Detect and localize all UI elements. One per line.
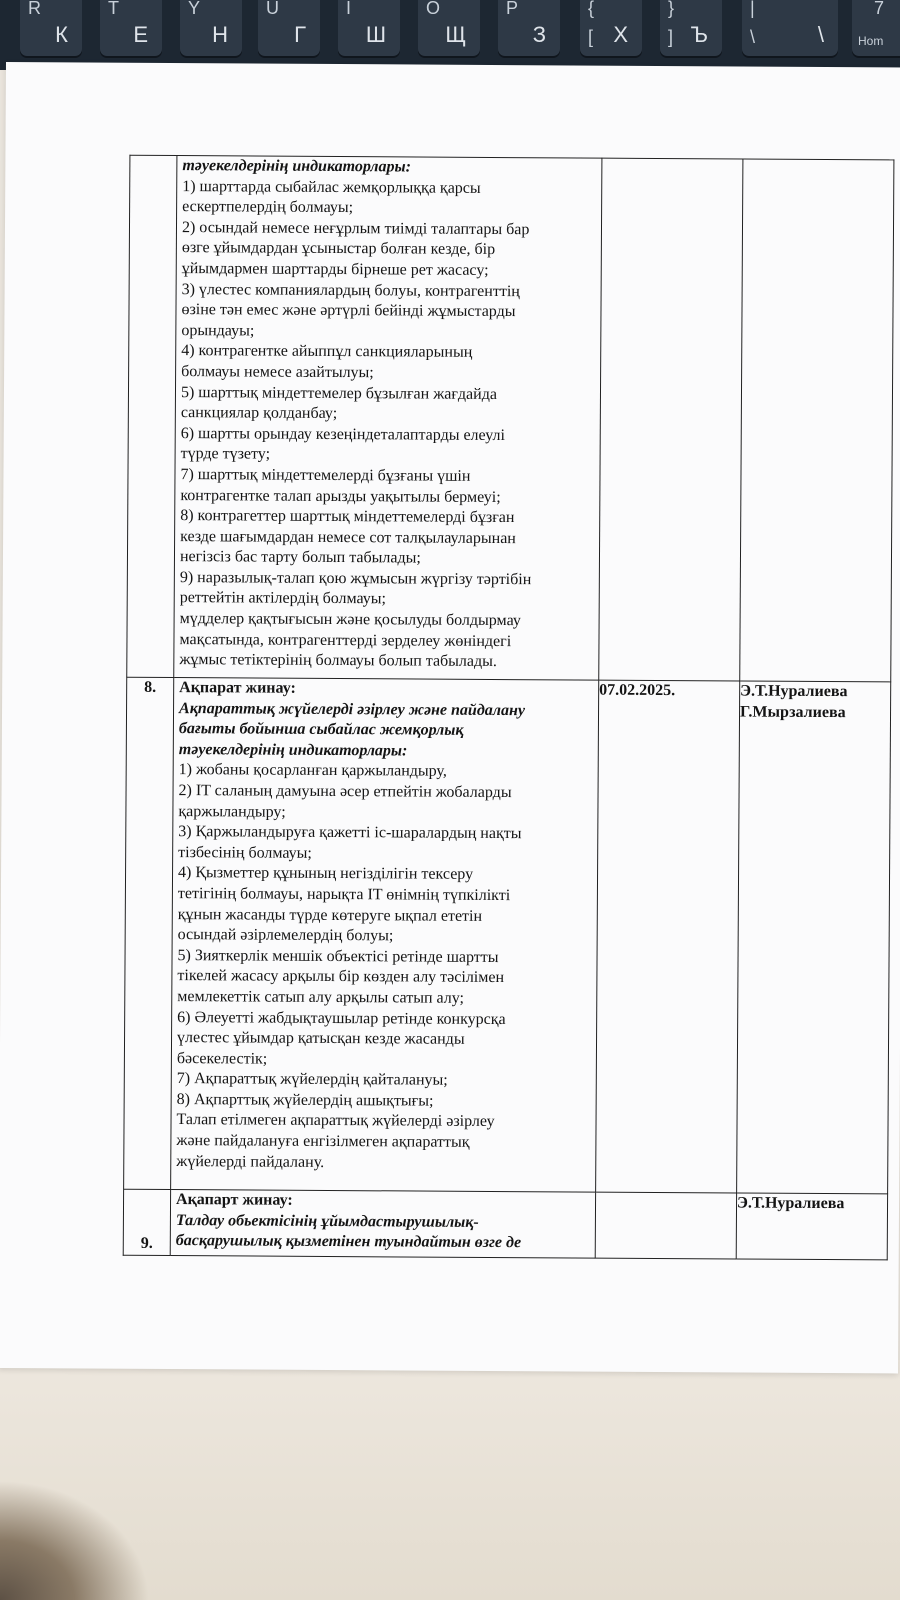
text-line: және пайдалануға енгізілмеген ақпараттық — [176, 1132, 470, 1151]
responsible-cell — [740, 159, 894, 682]
text-line: Талап етілмеген ақпараттық жүйелерді әзірлеу — [176, 1111, 495, 1131]
text-line: 5) Зияткерлік меншік объектісі ретінде шартты — [177, 946, 499, 966]
number-cell — [127, 155, 177, 677]
responsible-cell — [737, 681, 891, 1194]
keyboard-key: P З — [498, 0, 560, 56]
text-line: өзге ұйымдардан ұсыныстар болған кезде, бір — [181, 239, 496, 259]
text-line: 6) Әлеуетті жабдықтаушылар ретінде конкурсқа — [177, 1008, 506, 1028]
plan-table — [123, 155, 895, 1261]
text-line: ескертпелердің болмауы; — [182, 198, 354, 217]
row-number: 9. — [123, 1189, 170, 1255]
text-line: кезде шағымдардан немесе сот талқылауларынан — [180, 527, 516, 547]
responsible-cell — [736, 1193, 887, 1260]
text-line: 1) жобаны қосарланған қаржыландыру, — [178, 761, 447, 781]
responsible-name: Э.Т.Нуралиева — [740, 682, 848, 701]
text-line: 7) Ақпараттық жүйелердің қайталануы; — [176, 1070, 448, 1089]
text-line: санкциялар қолданбау; — [180, 404, 338, 423]
document-page — [0, 62, 900, 1373]
text-line: мүдделер қақтығысын және қосылуды болдырмау — [179, 610, 521, 630]
text-line: бәсекелестік; — [176, 1049, 268, 1068]
keyboard-key: O Щ — [418, 0, 480, 56]
text-line: өзіне тән емес және әртүрлі бейінді жұмыстарды — [181, 301, 516, 321]
text-line: контрагентке талап арызды уақытылы бермеуі; — [180, 486, 501, 506]
row-title: Ақапарт жинау: — [176, 1191, 293, 1209]
table-row — [124, 677, 891, 1194]
date-cell — [599, 158, 743, 681]
row-subtitle-line: тәуекелдерінің индикаторлары: — [178, 740, 408, 760]
description-cell — [170, 1190, 595, 1259]
text-line: осындай әзірлемелердің болуы; — [177, 926, 394, 945]
text-line: 1) шарттарда сыбайлас жемқорлыққа қарсы — [182, 177, 481, 197]
desk-shadow — [0, 1480, 150, 1600]
text-line: 3) Қаржыландыруға қажетті іс-шаралардың нақты — [178, 823, 522, 843]
text-line: 2) осындай немесе неғұрлым тиімді талаптары бар — [181, 218, 530, 238]
text-line: қаржыландыру; — [178, 802, 286, 821]
row-subtitle-line: басқарушылық қызметінен туындайтын өзге де — [175, 1232, 522, 1252]
text-line: болмауы немесе азайтылуы; — [181, 363, 374, 382]
text-line: 8) Ақпарттық жүйелердің ашықтығы; — [176, 1090, 434, 1110]
keyboard-key: 7 Hom — [852, 0, 900, 56]
keyboard-key: T Е — [100, 0, 162, 56]
keyboard-key: R К — [20, 0, 82, 56]
text-line: жүйелерді пайдалану. — [176, 1152, 325, 1171]
text-line: 6) шартты орындау кезеңіндеталаптарды елеулі — [180, 424, 506, 444]
date-cell: 07.02.2025. — [596, 680, 740, 1193]
text-line: негізсіз бас тарту болып табылады; — [179, 548, 421, 567]
table-row — [123, 1189, 887, 1260]
keyboard — [0, 0, 900, 70]
keyboard-key: Y Н — [180, 0, 242, 56]
indicators-heading: тәуекелдерінің индикаторлары: — [182, 157, 412, 176]
text-line: 9) наразылық-талап қою жұмысын жүргізу тәртібін — [179, 568, 532, 589]
text-line: тікелей жасасу арқылы бір көзден алу тәсілімен — [177, 967, 505, 987]
text-line: түрде түзету; — [180, 445, 271, 463]
row-subtitle-line: бағыты бойынша сыбайлас жемқорлық — [178, 720, 464, 739]
row-subtitle-line: Ақпараттық жүйелерді әзірлеу және пайдалану — [179, 699, 526, 719]
text-line: 5) шарттық міндеттемелер бұзылған жағдайда — [180, 383, 498, 403]
text-line: ұйымдармен шарттарды бірнеше рет жасасу; — [181, 260, 489, 279]
text-line: 3) үлестес компаниялардың болуы, контрагенттің — [181, 280, 520, 300]
keyboard-key: | \ \ — [742, 0, 838, 56]
text-line: мемлекеттік сатып алу арқылы сатып алу; — [177, 987, 465, 1007]
text-line: 7) шарттық міндеттемелерді бұзғаны үшін — [180, 465, 471, 485]
date-cell — [595, 1192, 736, 1259]
text-line: жұмыс тетіктерінің болмауы болып табылады. — [179, 651, 497, 671]
row-number: 8. — [124, 677, 174, 1189]
row-subtitle-line: Талдау обьектісінің ұйымдастырушылық- — [175, 1211, 479, 1231]
text-line: 4) контрагентке айыппұл санкцияларының — [181, 342, 473, 362]
keyboard-key: { [ Х — [580, 0, 642, 56]
text-line: 4) Қызметтер құнының негізділігін тексеру — [177, 864, 474, 884]
text-line: тізбесінің болмауы; — [178, 843, 312, 862]
table-row — [127, 155, 894, 682]
text-line: мақсатында, контрагенттерді зерделеу жөніндегі — [179, 630, 512, 650]
text-line: 8) контрагеттер шарттық міндеттемелерді бұзған — [180, 507, 515, 527]
keyboard-key: } ] Ъ — [660, 0, 722, 56]
text-line: үлестес ұйымдар қатысқан кезде жасанды — [176, 1029, 465, 1048]
text-line: орындауы; — [181, 321, 255, 340]
text-line: 2) IT саланың дамуына әсер етпейтін жобаларды — [178, 782, 512, 802]
responsible-name: Э.Т.Нуралиева — [736, 1194, 845, 1213]
responsible-name: Г.Мырзалиева — [739, 703, 846, 721]
description-cell — [174, 156, 602, 681]
text-line: құнын жасанды түрде көтеруге ықпал ететін — [177, 905, 483, 925]
keyboard-key: I Ш — [338, 0, 400, 56]
text-line: тетігінің болмауы, нарықта IT өнімнің түпкілікті — [177, 885, 511, 905]
keyboard-key: U Г — [258, 0, 320, 56]
text-line: реттейтін актілердің болмауы; — [179, 589, 387, 608]
row-title: Ақпарат жинау: — [179, 679, 296, 697]
description-cell — [171, 678, 599, 1193]
